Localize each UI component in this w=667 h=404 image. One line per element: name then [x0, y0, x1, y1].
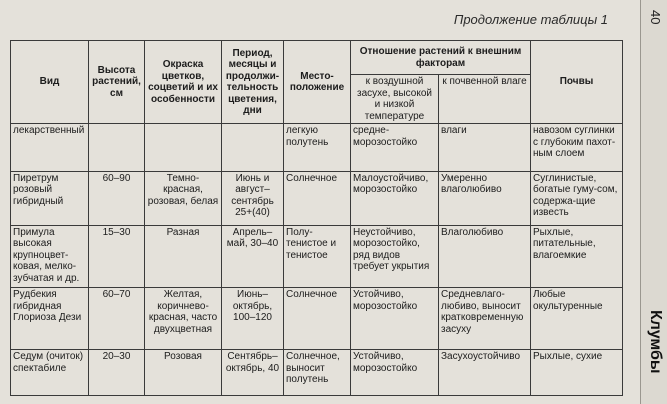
table-row	[11, 124, 623, 172]
cell-location: Солнечное, выносит полутень	[284, 350, 351, 396]
cell-height	[89, 124, 145, 172]
col-header-species: Вид	[11, 41, 89, 124]
col-header-attitude-group: Отношение растений к внешним факторам	[351, 41, 531, 75]
cell-soil: Суглинистые, богатые гуму-сом, содержа-щие известь	[531, 171, 623, 225]
cell-species: Примула высокая крупноцвет-ковая, мелко-зубчатая и др.	[11, 225, 89, 288]
page-number: 40	[648, 10, 663, 25]
cell-moisture: влаги	[439, 124, 531, 172]
col-header-soil: Почвы	[531, 41, 623, 124]
col-header-height: Высота растений, см	[89, 41, 145, 124]
cell-species: Седум (очиток) спектабиле	[11, 350, 89, 396]
table-row	[11, 171, 623, 225]
cell-height: 20–30	[89, 350, 145, 396]
cell-drought: Устойчиво, морозостойко	[351, 350, 439, 396]
cell-period: Сентябрь–октябрь, 40	[222, 350, 284, 396]
section-title: Клумбы	[647, 310, 664, 374]
cell-species: Пиретрум розовый гибридный	[11, 171, 89, 225]
plants-table	[10, 40, 623, 396]
cell-color: Желтая, коричнево-красная, часто двухцветная	[145, 288, 222, 350]
table-row	[11, 225, 623, 288]
cell-moisture: Влаголюбиво	[439, 225, 531, 288]
page-header	[0, 0, 620, 40]
cell-location: Солнечное	[284, 171, 351, 225]
header-row-main	[11, 41, 623, 75]
col-header-drought: к воздушной засухе, высокой и низкой температуре	[351, 75, 439, 124]
cell-period: Апрель–май, 30–40	[222, 225, 284, 288]
cell-period	[222, 124, 284, 172]
cell-height: 15–30	[89, 225, 145, 288]
cell-soil: Рыхлые, сухие	[531, 350, 623, 396]
cell-soil: Любые окультуренные	[531, 288, 623, 350]
cell-drought: Малоустойчиво, морозостойко	[351, 171, 439, 225]
cell-moisture: Засухоустойчиво	[439, 350, 531, 396]
col-header-location: Место-положение	[284, 41, 351, 124]
table-row	[11, 350, 623, 396]
cell-period: Июнь и август–сентябрь 25+(40)	[222, 171, 284, 225]
cell-species: лекарственный	[11, 124, 89, 172]
cell-color: Темно-красная, розовая, белая	[145, 171, 222, 225]
cell-species: Рудбекия гибридная Глориоза Дези	[11, 288, 89, 350]
cell-drought: Неустойчиво, морозостойко, ряд видов требует укрытия	[351, 225, 439, 288]
cell-color: Розовая	[145, 350, 222, 396]
col-header-color: Окраска цветков, соцветий и их особенности	[145, 41, 222, 124]
cell-moisture: Умеренно влаголюбиво	[439, 171, 531, 225]
cell-location: легкую полутень	[284, 124, 351, 172]
cell-color	[145, 124, 222, 172]
cell-height: 60–70	[89, 288, 145, 350]
cell-soil: Рыхлые, питательные, влагоемкие	[531, 225, 623, 288]
cell-soil: навозом суглинки с глубоким пахот-ным слоем	[531, 124, 623, 172]
cell-moisture: Средневлаго-любиво, выносит кратковременную засуху	[439, 288, 531, 350]
side-strip	[640, 0, 667, 404]
cell-location: Солнечное	[284, 288, 351, 350]
cell-drought: средне-морозостойко	[351, 124, 439, 172]
cell-location: Полу-тенистое и тенистое	[284, 225, 351, 288]
continuation-label: Продолжение таблицы 1	[453, 12, 608, 27]
col-header-period: Период, месяцы и продолжи-тельность цветения, дни	[222, 41, 284, 124]
col-header-moisture: к почвенной влаге	[439, 75, 531, 124]
cell-period: Июнь–октябрь, 100–120	[222, 288, 284, 350]
table-row	[11, 288, 623, 350]
cell-height: 60–90	[89, 171, 145, 225]
cell-color: Разная	[145, 225, 222, 288]
cell-drought: Устойчиво, морозостойко	[351, 288, 439, 350]
